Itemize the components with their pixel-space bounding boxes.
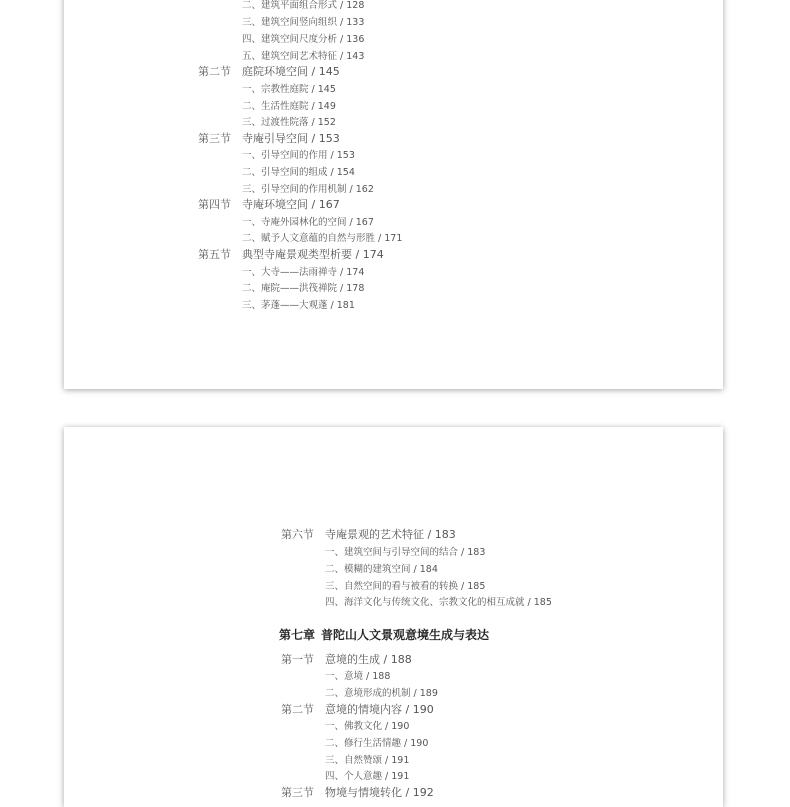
toc-subentry-text: 一、意境 / 188 [325,671,391,682]
toc-subentry-text: 三、引导空间的作用机制 / 162 [242,184,374,195]
toc-subentry-text: 一、大寺——法雨禅寺 / 174 [242,267,365,278]
toc-subentry [242,181,374,195]
toc-section-entry [198,63,340,79]
toc-subentry [242,31,364,45]
section-number: 第二节 [281,703,314,716]
toc-subentry [242,81,336,95]
toc-subentry [242,280,364,294]
toc-subentry [325,668,390,682]
section-title: 寺庵引导空间 / 153 [242,132,340,145]
toc-subentry [242,214,374,228]
toc-subentry-text: 三、建筑空间竖向组织 / 133 [242,17,365,28]
section-title: 意境的生成 / 188 [325,653,412,666]
toc-subentry [242,147,355,161]
toc-subentry [325,718,409,732]
toc-subentry [325,768,409,782]
toc-subentry-text: 三、自然赞颂 / 191 [325,755,410,766]
document-page-1 [64,0,723,389]
toc-subentry [325,752,409,766]
section-title: 寺庵环境空间 / 167 [242,198,340,211]
toc-subentry-text: 一、宗教性庭院 / 145 [242,84,336,95]
toc-subentry [242,114,336,128]
toc-subentry [242,297,355,311]
section-number: 第三节 [198,132,231,145]
toc-section-entry [198,196,340,212]
section-title: 物境与情境转化 / 192 [325,786,434,799]
toc-subentry [325,544,485,558]
toc-subentry-text: 五、建筑空间艺术特征 / 143 [242,51,365,62]
toc-subentry [325,561,438,575]
chapter-title: 普陀山人文景观意境生成与表达 [321,628,490,642]
toc-subentry [242,98,336,112]
toc-subentry-text: 一、佛教文化 / 190 [325,721,410,732]
section-number: 第四节 [198,198,231,211]
toc-subentry-text: 四、建筑空间尺度分析 / 136 [242,34,365,45]
toc-subentry [325,685,438,699]
toc-subentry [242,48,364,62]
toc-subentry [242,264,364,278]
toc-subentry-text: 二、生活性庭院 / 149 [242,101,336,112]
toc-subentry-text: 三、自然空间的看与被看的转换 / 185 [325,581,486,592]
toc-subentry-text: 四、个人意趣 / 191 [325,771,410,782]
toc-subentry-text: 三、过渡性院落 / 152 [242,117,336,128]
section-number: 第五节 [198,248,231,261]
toc-subentry-text: 三、茅蓬——大观蓬 / 181 [242,300,355,311]
toc-subentry [325,594,552,608]
section-title: 意境的情境内容 / 190 [325,703,434,716]
toc-subentry-text: 二、模糊的建筑空间 / 184 [325,564,438,575]
toc-subentry [242,164,355,178]
toc-subentry [242,0,364,11]
toc-subentry [242,230,402,244]
toc-subentry-text: 一、寺庵外园林化的空间 / 167 [242,217,374,228]
chapter-number: 第七章 [279,628,316,642]
section-number: 第一节 [281,653,314,666]
toc-subentry [325,735,428,749]
section-number: 第二节 [198,65,231,78]
toc-section-entry [281,784,434,800]
toc-subentry-text: 二、意境形成的机制 / 189 [325,688,438,699]
section-title: 庭院环境空间 / 145 [242,65,340,78]
section-number: 第六节 [281,528,314,541]
toc-subentry-text: 二、庵院——洪筏禅院 / 178 [242,283,365,294]
section-number: 第三节 [281,786,314,799]
toc-subentry-text: 四、海洋文化与传统文化、宗教文化的相互成就 / 185 [325,597,552,608]
document-page-2 [64,427,723,807]
toc-chapter-entry [279,626,489,643]
toc-section-entry [198,246,384,262]
toc-section-entry [281,701,434,717]
toc-subentry-text: 二、建筑平面组合形式 / 128 [242,0,365,11]
toc-section-entry [198,130,340,146]
toc-subentry-text: 二、引导空间的组成 / 154 [242,167,355,178]
toc-section-entry [281,526,456,542]
toc-subentry-text: 二、修行生活情趣 / 190 [325,738,429,749]
section-title: 寺庵景观的艺术特征 / 183 [325,528,456,541]
toc-subentry [325,578,485,592]
section-title: 典型寺庵景观类型析要 / 174 [242,248,384,261]
toc-subentry-text: 一、建筑空间与引导空间的结合 / 183 [325,547,486,558]
toc-subentry [242,14,364,28]
toc-section-entry [281,651,412,667]
toc-subentry-text: 二、赋予人文意蕴的自然与形胜 / 171 [242,233,403,244]
toc-subentry-text: 一、引导空间的作用 / 153 [242,150,355,161]
